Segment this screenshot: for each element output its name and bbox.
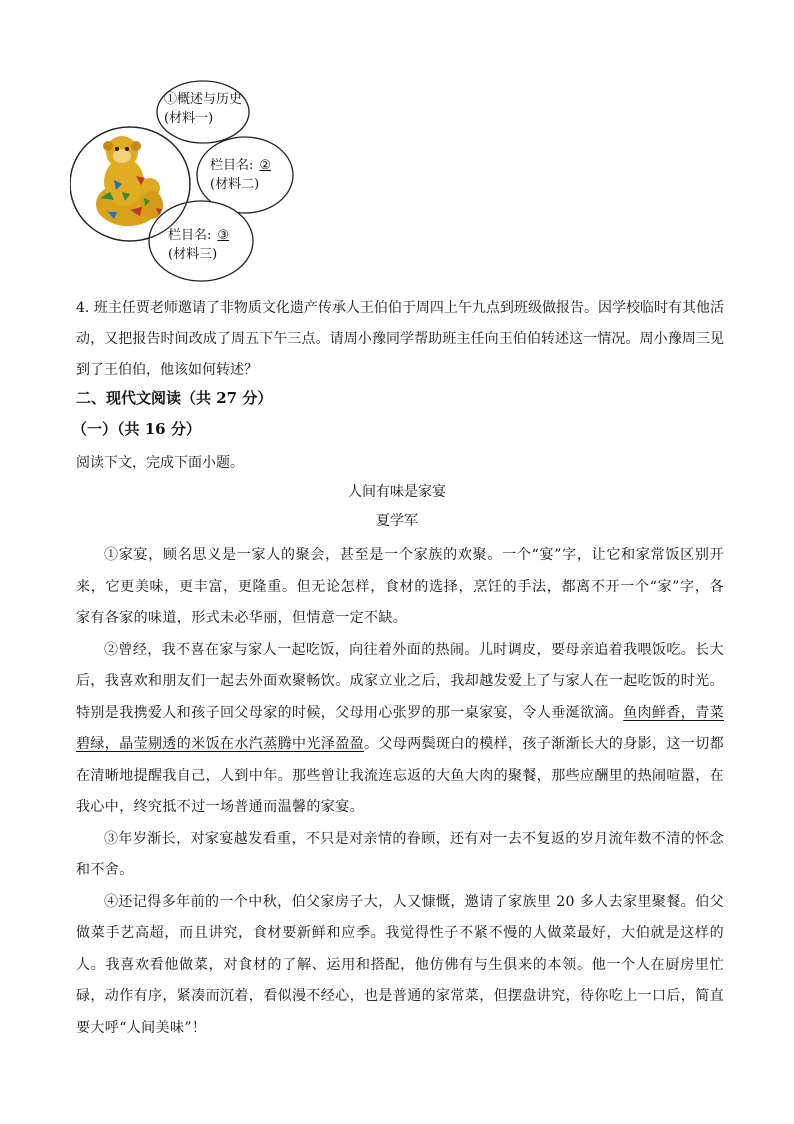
paragraph-2-text-b: 。父母两鬓斑白的模样，孩子渐渐长大的身影，这一切都在清晰地提醒我自己，人到中年。那些曾让我流连忘返的大鱼大肉的聚餐，那些应酬里的热闹喧嚣，在我心中，终究抵不过一场普通而温馨的家宴。 — [76, 736, 724, 815]
reading-instruction: 阅读下文，完成下面小题。 — [76, 455, 244, 471]
article-body — [76, 540, 724, 1044]
part-1-heading: （一）（共 16 分） — [72, 420, 201, 438]
circle-1-sub: (材料一) — [164, 111, 214, 126]
paragraph-4: ④还记得多年前的一个中秋，伯父家房子大，人又慷慨，邀请了家族里 20 多人去家里聚餐。伯父做菜手艺高超，而且讲究，食材要新鲜和应季。我觉得性子不紧不慢的人做菜最好，大伯就是这样的人。我喜欢看他做菜，对食材的了解、运用和搭配，他仿佛有与生俱来的本领。他一个人在厨房里忙碌，动作有序，紧凑而沉着，看似漫不经心，也是普通的家常菜，但摆盘讲究，待你吃上一口后，简直要大呼“人间美味”！ — [76, 893, 724, 1036]
concept-diagram — [70, 80, 310, 285]
circle-3-blank: ③ — [217, 228, 230, 243]
article-title: 人间有味是家宴 — [348, 484, 446, 500]
paragraph-1: ①家宴，顾名思义是一家人的聚会，甚至是一个家族的欢聚。一个“宴”字，让它和家常饭区别开来，它更美味，更丰富，更隆重。但无论怎样，食材的选择，烹饪的手法，都离不开一个“家”字，各家有各家的味道，形式未必华丽，但情意一定不缺。 — [76, 547, 724, 626]
circle-2-sub: (材料二) — [210, 177, 260, 192]
circle-1-title: ①概述与历史 — [164, 92, 243, 107]
circle-2-blank: ② — [259, 158, 272, 173]
circle-3-sub: (材料三) — [168, 247, 218, 262]
article-author: 夏学军 — [376, 513, 418, 529]
paragraph-2 — [76, 635, 724, 824]
paragraph-3: ③年岁渐长，对家宴越发看重，不只是对亲情的眷顾，还有对一去不复返的岁月流年数不清的怀念和不舍。 — [76, 830, 724, 878]
paragraph-2-underlined: 鱼肉鲜香，青菜碧绿，晶莹剔透的米饭在水汽蒸腾中光泽盈盈 — [76, 704, 725, 752]
circle-2-label-text: 栏目名: — [210, 158, 254, 173]
question-4: 4. 班主任贾老师邀请了非物质文化遗产传承人王伯伯于周四上午九点到班级做报告。因学校临时有其他活动，又把报告时间改成了周五下午三点。请周小豫同学帮助班主任向王伯伯转述这一情况。周小豫周三见到了王伯伯，他该如何转述？ — [76, 300, 724, 378]
circle-3-label-text: 栏目名: — [168, 228, 212, 243]
circle-3-label — [168, 226, 229, 245]
paragraph-2-text-a: ②曾经，我不喜在家与家人一起吃饭，向往着外面的热闹。儿时调皮，要母亲追着我喂饭吃。长大后，我喜欢和朋友们一起去外面欢聚畅饮。成家立业之后，我却越发爱上了与家人在一起吃饭的时光。特别是我携爱人和孩子回父母家的时候，父母用心张罗的那一桌家宴，令人垂涎欲滴。 — [76, 641, 724, 721]
circle-2-label — [210, 156, 271, 175]
section-2-heading: 二、现代文阅读（共 27 分） — [76, 389, 273, 407]
